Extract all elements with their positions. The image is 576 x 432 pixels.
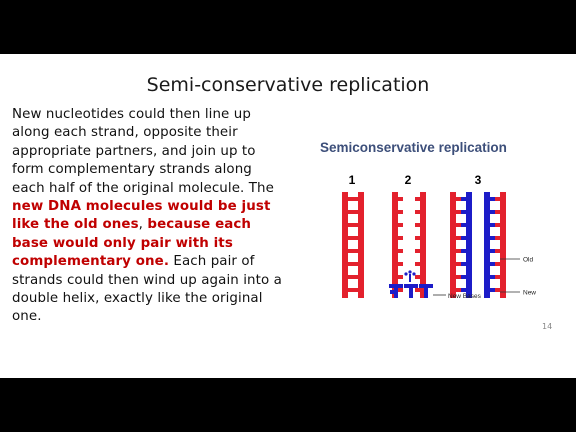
legend-old: Old	[523, 256, 534, 264]
slide	[0, 54, 576, 378]
legend-strands	[500, 252, 560, 302]
new-bases-icon	[389, 284, 433, 298]
legend-new: New	[523, 289, 537, 297]
stage-label-2: 2	[404, 173, 412, 187]
page-number: 14	[542, 322, 553, 331]
legend-new-bases: New Bases	[448, 293, 481, 300]
slide-title: Semi-conservative replication	[146, 74, 430, 96]
stage-label-3: 3	[474, 173, 482, 187]
new-base-dots	[404, 270, 415, 282]
body-text-part-1: New nucleotides could then line up along each strand, opposite their appropriate partners, and join up to form complementary strands along each half of the original molecule. The	[12, 107, 274, 196]
body-paragraph	[12, 106, 284, 327]
highlight-text-1: new DNA molecules would be just like the old ones	[12, 199, 271, 233]
body-text-part-3: Each pair of strands could then wind up again into a double helix, exactly like the original one.	[12, 254, 282, 325]
body-text-part-2: ,	[138, 217, 148, 233]
highlight-text-2: because each base would only pair with its complementary one.	[12, 217, 252, 270]
stage-label-1: 1	[348, 173, 356, 187]
figure-title: Semiconservative replication	[320, 140, 507, 155]
